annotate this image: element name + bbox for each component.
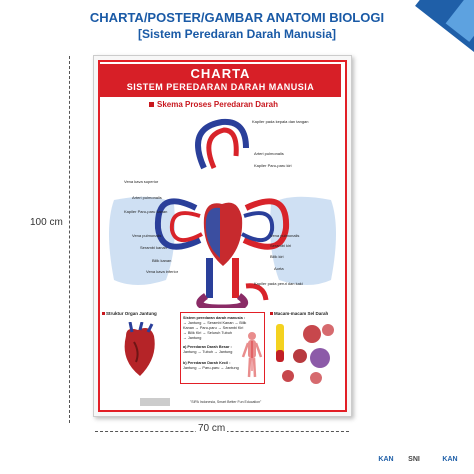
sni-logo-icon: SNI [408,456,420,463]
summary-line-7: Jantung → Tubuh → Jantung [183,350,233,354]
label-kapiler-kepala: Kapiler pada kepala dan tangan [252,119,309,124]
heart-structure-image [106,322,176,382]
label-kapiler-paru-kiri: Kapiler Paru-paru kiri [254,163,292,168]
label-kapiler-paru-kanan: Kapiler Paru-paru kanan [124,209,168,214]
macam-title [270,311,328,316]
label-serambi-kiri: Serambi kiri [270,243,292,248]
summary-line-6: a) Peredaran Darah Besar : [183,345,232,349]
page-title: CHARTA/POSTER/GAMBAR ANATOMI BIOLOGI [89,10,385,25]
label-arteri-pulmonalis-left: Arteri pulmonalis [132,195,162,200]
poster-banner [100,64,341,97]
summary-line-1: Sistem peredaran darah manusia : [183,316,246,320]
label-vena-kava-superior: Vena kava superior [124,179,159,184]
summary-line-3: Kanan → Paru-paru → Serambi Kiri [183,326,244,330]
summary-line-5: → Jantung [183,336,202,340]
poster-charta-title: CHARTA [190,66,251,81]
certification-logos [372,452,472,468]
bottom-panels [100,308,341,392]
skema-text: Skema Proses Peredaran Darah [157,100,278,109]
circulation-summary-box [180,312,265,384]
lower-loop [200,296,245,308]
label-arteri-pulmonalis-right: Arteri pulmonalis [254,151,284,156]
width-dimension-label: 70 cm [198,423,226,434]
left-pulmonary-artery [172,213,202,240]
circulation-diagram [96,108,349,308]
height-dimension-line [69,56,71,423]
footer-logo [140,398,170,406]
summary-line-8: b) Peredaran Darah Kecil : [183,361,231,365]
upper-loop-artery [209,130,236,168]
label-vena-kava-inferior: Vena kava inferior [146,269,179,274]
struktur-title [102,311,157,316]
summary-line-9: Jantung → Paru-paru → Jantung [183,366,239,370]
poster-system-title: SISTEM PEREDARAN DARAH MANUSIA [126,82,315,92]
label-vena-pulmonalis-left: Vena pulmonalis [132,233,162,238]
label-aorta: Aorta [274,266,284,271]
label-bilik-kiri: Bilik kiri [270,254,284,259]
summary-line-2: → Jantung → Serambi Kanan → Bilik [183,321,247,325]
footer-slogan: "SIPA Indonesia, Smart Better Fun Education" [190,400,262,404]
bullet-square-icon [102,312,105,315]
poster-image[interactable] [93,55,352,417]
vena-cava-inferior [206,258,213,298]
blood-cells-image [270,320,340,386]
kan-logo-icon: KAN [378,456,394,463]
human-figure-image [241,331,263,379]
macam-title-text: Macam-macam Sel Darah [274,311,329,316]
label-vena-pulmonalis-right: Vena pulmonalis [270,233,300,238]
height-dimension-label: 100 cm [30,217,63,228]
struktur-title-text: Struktur Organ Jantung [106,311,157,316]
aorta-down [232,258,239,298]
poster-footer [100,398,341,408]
label-bilik-kanan: Bilik kanan [152,258,172,263]
lower-right-loop [246,286,266,300]
label-kapiler-perut: Kapiler pada perut dan kaki [254,281,303,286]
page-subtitle: [Sistem Peredaran Darah Manusia] [137,27,337,41]
summary-line-4: → Bilik Kiri → Seluruh Tubuh [183,331,232,335]
right-pulmonary-vein [242,213,272,240]
label-serambi-kanan: Serambi kanan [140,245,167,250]
kan-logo-2-icon: KAN [442,456,458,463]
bullet-square-icon [270,312,273,315]
bullet-square-icon [149,102,154,107]
